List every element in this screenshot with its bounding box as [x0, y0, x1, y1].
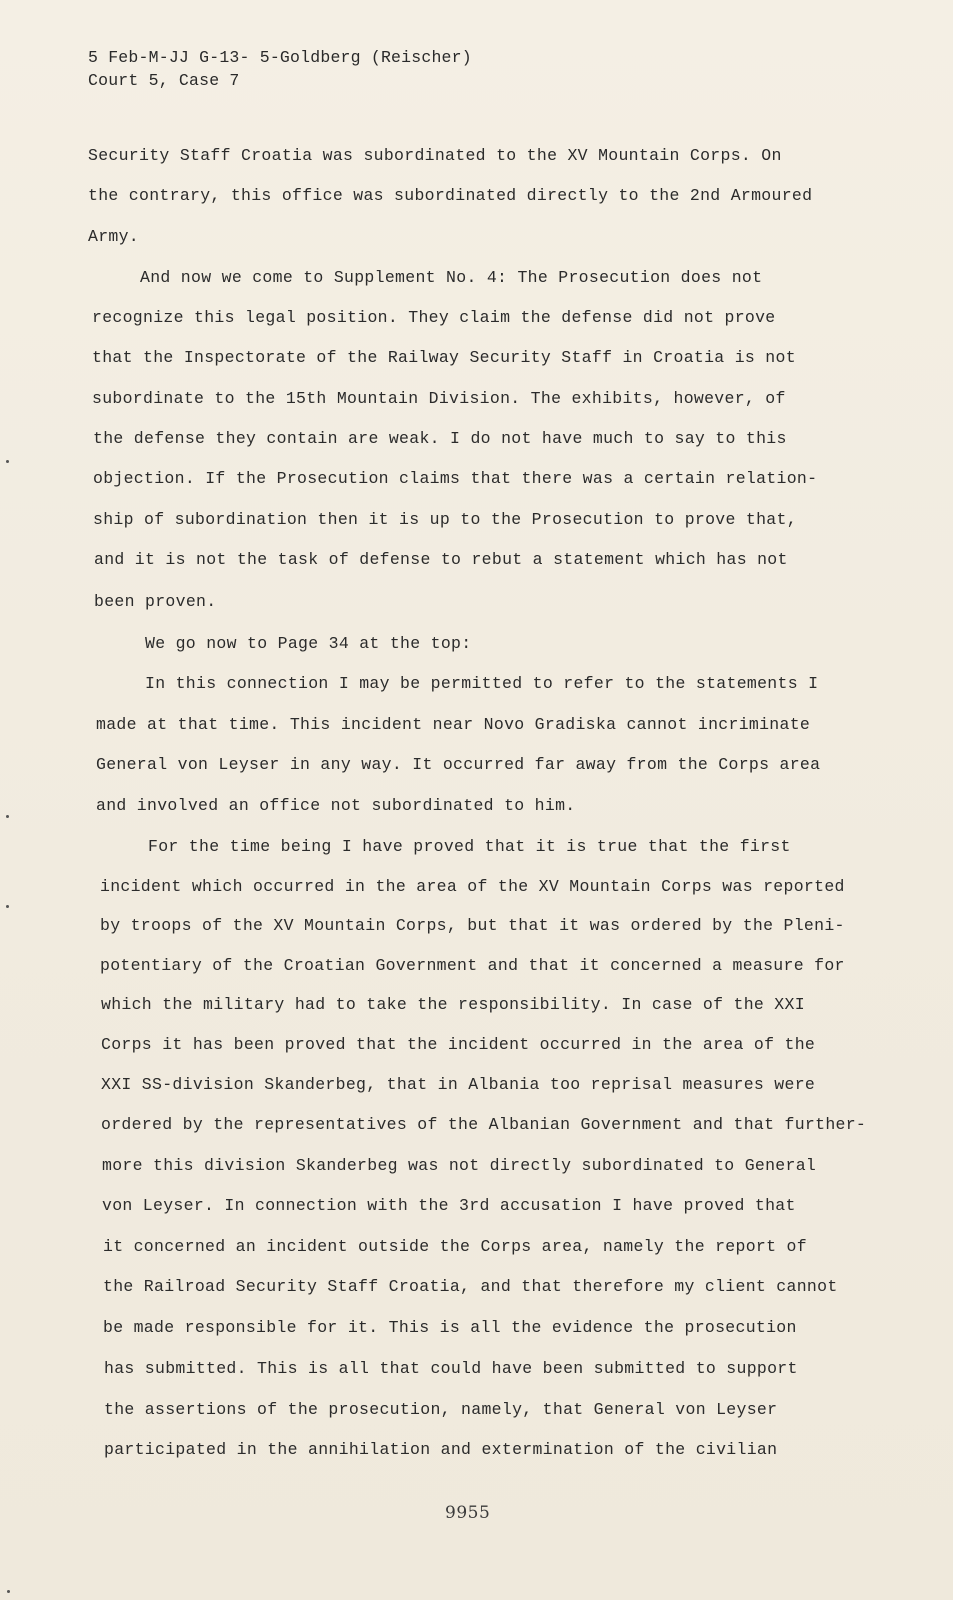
text-line: General von Leyser in any way. It occurred far away from the Corps area	[96, 755, 821, 774]
text-line: ordered by the representatives of the Albanian Government and that further-	[101, 1115, 867, 1134]
text-line: which the military had to take the responsibility. In case of the XXI	[101, 995, 805, 1014]
scan-mark	[7, 1590, 10, 1593]
scan-mark	[6, 905, 9, 908]
text-line: objection. If the Prosecution claims that there was a certain relation-	[93, 469, 818, 488]
text-line: the assertions of the prosecution, namely, that General von Leyser	[104, 1400, 778, 1419]
text-line: the Railroad Security Staff Croatia, and that therefore my client cannot	[103, 1277, 838, 1296]
text-line: We go now to Page 34 at the top:	[145, 634, 472, 653]
text-line: Corps it has been proved that the incident occurred in the area of the	[101, 1035, 816, 1054]
text-line: that the Inspectorate of the Railway Security Staff in Croatia is not	[92, 348, 796, 367]
text-line: recognize this legal position. They claim the defense did not prove	[92, 308, 776, 327]
text-line: the contrary, this office was subordinated directly to the 2nd Armoured	[88, 186, 813, 205]
text-line: incident which occurred in the area of the XV Mountain Corps was reported	[100, 877, 845, 896]
text-line: And now we come to Supplement No. 4: The Prosecution does not	[140, 268, 763, 287]
header-court-line: Court 5, Case 7	[88, 71, 240, 90]
text-line: been proven.	[94, 592, 217, 611]
text-line: the defense they contain are weak. I do not have much to say to this	[93, 429, 787, 448]
text-line: XXI SS-division Skanderbeg, that in Albania too reprisal measures were	[101, 1075, 816, 1094]
text-line: In this connection I may be permitted to refer to the statements I	[145, 674, 819, 693]
document-header	[88, 46, 472, 92]
text-line: Army.	[88, 227, 140, 246]
text-line: and it is not the task of defense to rebut a statement which has not	[94, 550, 788, 569]
text-line: von Leyser. In connection with the 3rd accusation I have proved that	[102, 1196, 796, 1215]
text-line: and involved an office not subordinated to him.	[96, 796, 576, 815]
text-line: subordinate to the 15th Mountain Division. The exhibits, however, of	[92, 389, 786, 408]
scan-mark	[6, 815, 9, 818]
text-line: by troops of the XV Mountain Corps, but that it was ordered by the Pleni-	[100, 916, 845, 935]
text-line: more this division Skanderbeg was not directly subordinated to General	[102, 1156, 817, 1175]
page-number: 9955	[445, 1503, 491, 1523]
text-line: Security Staff Croatia was subordinated to the XV Mountain Corps. On	[88, 146, 782, 165]
scan-mark	[6, 460, 9, 463]
text-line: made at that time. This incident near Novo Gradiska cannot incriminate	[96, 715, 811, 734]
text-line: participated in the annihilation and extermination of the civilian	[104, 1440, 778, 1459]
text-line: it concerned an incident outside the Corps area, namely the report of	[103, 1237, 807, 1256]
text-line: For the time being I have proved that it is true that the first	[148, 837, 791, 856]
text-line: has submitted. This is all that could have been submitted to support	[104, 1359, 798, 1378]
header-reference-line: 5 Feb-M-JJ G-13- 5-Goldberg (Reischer)	[88, 48, 472, 67]
text-line: ship of subordination then it is up to the Prosecution to prove that,	[93, 510, 797, 529]
text-line: be made responsible for it. This is all the evidence the prosecution	[103, 1318, 797, 1337]
text-line: potentiary of the Croatian Government and that it concerned a measure for	[100, 956, 845, 975]
